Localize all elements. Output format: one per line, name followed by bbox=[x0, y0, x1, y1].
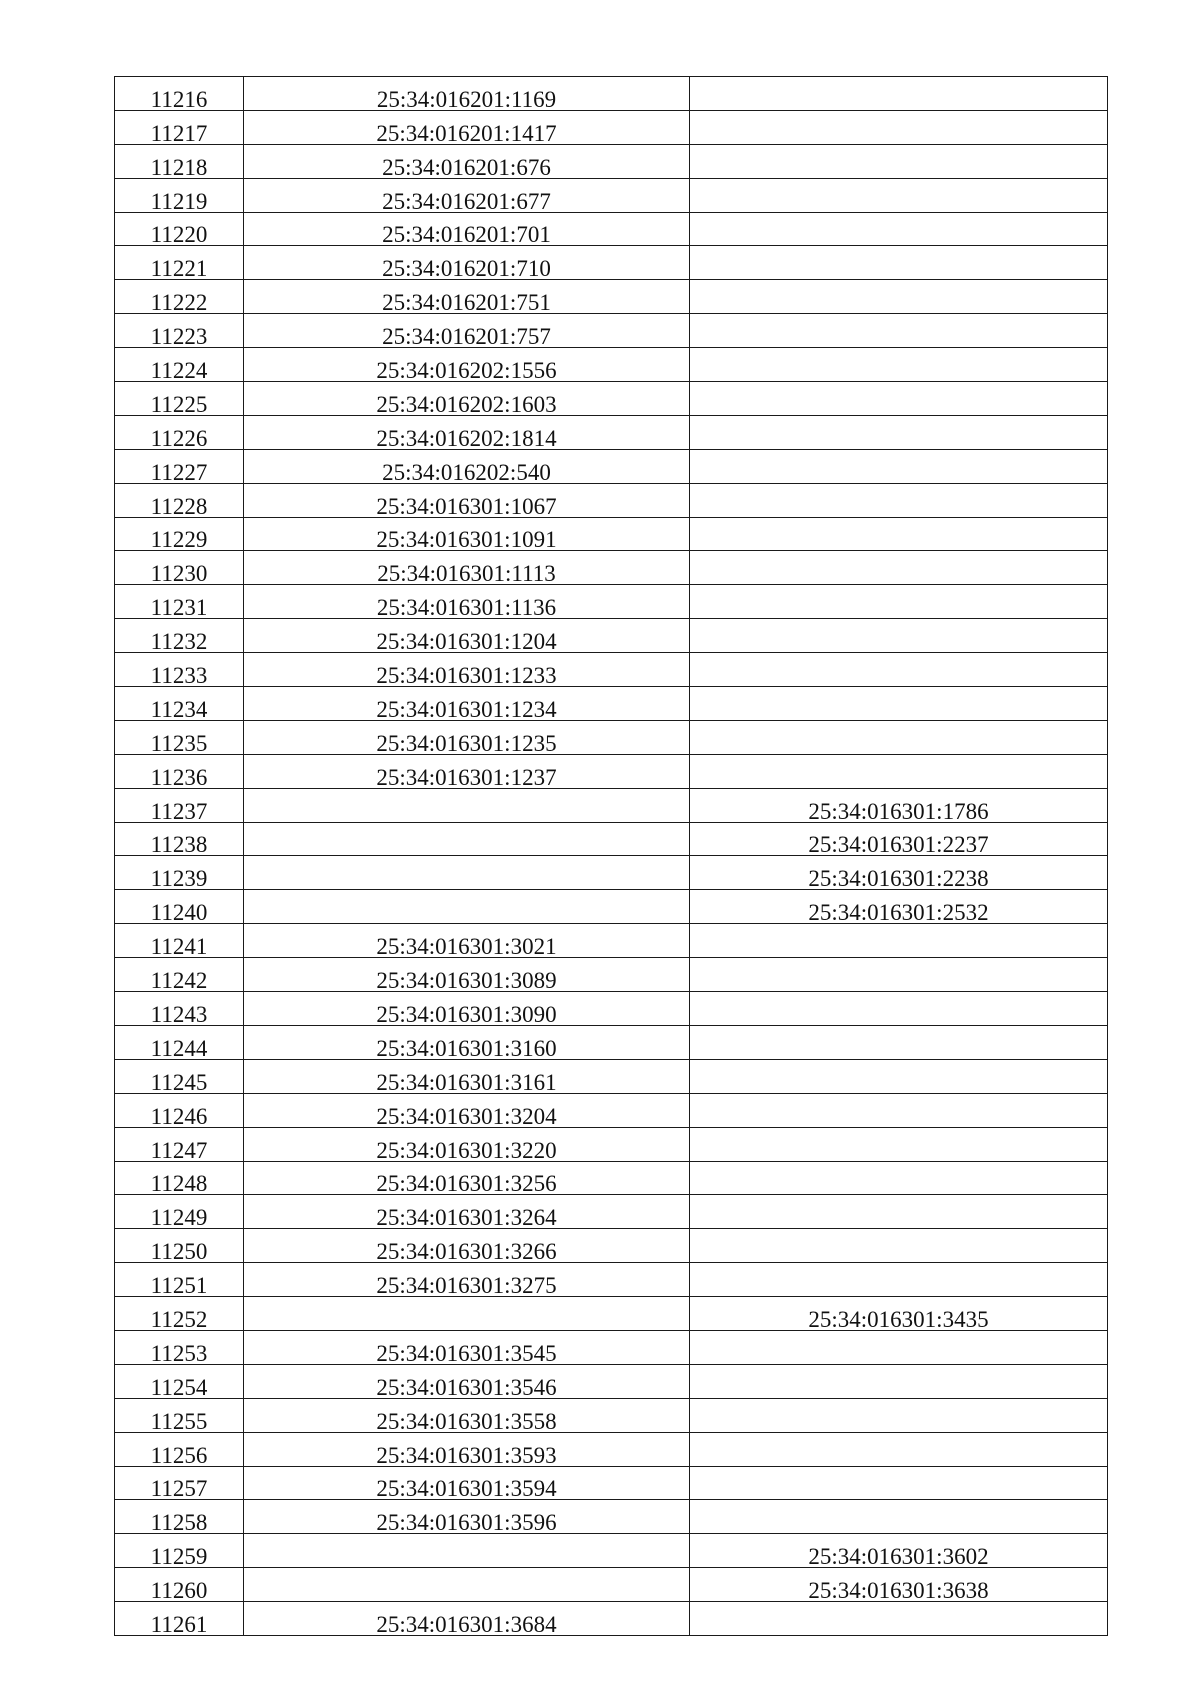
table-row bbox=[115, 415, 1108, 449]
table-row bbox=[115, 822, 1108, 856]
row-number-cell bbox=[115, 212, 244, 246]
secondary-cadastral-cell bbox=[690, 1093, 1108, 1127]
secondary-cadastral-cell bbox=[690, 1602, 1108, 1636]
table-row bbox=[115, 212, 1108, 246]
row-number-cell-text: 11261 bbox=[150, 1611, 208, 1636]
secondary-cadastral-cell bbox=[690, 483, 1108, 517]
row-number-cell bbox=[115, 246, 244, 280]
cadastral-number-cell-text: 25:34:016301:1235 bbox=[376, 730, 557, 755]
secondary-cadastral-cell bbox=[690, 958, 1108, 992]
cadastral-number-cell-text: 25:34:016301:1113 bbox=[377, 561, 556, 585]
cadastral-number-cell-text: 25:34:016301:3546 bbox=[376, 1374, 557, 1399]
row-number-cell-text: 11253 bbox=[150, 1340, 208, 1365]
secondary-cadastral-cell bbox=[690, 348, 1108, 382]
row-number-cell-text: 11229 bbox=[150, 527, 208, 551]
cadastral-number-cell bbox=[244, 856, 690, 890]
cadastral-number-cell bbox=[244, 992, 690, 1026]
row-number-cell-text: 11248 bbox=[150, 1171, 208, 1195]
cadastral-number-cell bbox=[244, 754, 690, 788]
table-row bbox=[115, 585, 1108, 619]
table-row bbox=[115, 1229, 1108, 1263]
table-row bbox=[115, 1093, 1108, 1127]
row-number-cell-text: 11260 bbox=[150, 1578, 208, 1602]
cadastral-number-cell-text: 25:34:016301:3160 bbox=[376, 1035, 557, 1060]
table-body bbox=[115, 77, 1108, 1636]
cadastral-table bbox=[114, 76, 1108, 1636]
row-number-cell bbox=[115, 415, 244, 449]
row-number-cell-text: 11224 bbox=[150, 358, 208, 382]
cadastral-number-cell bbox=[244, 110, 690, 144]
row-number-cell-text: 11231 bbox=[150, 595, 208, 619]
row-number-cell-text: 11255 bbox=[150, 1408, 208, 1433]
table-row bbox=[115, 1602, 1108, 1636]
cadastral-number-cell-text: 25:34:016301:3161 bbox=[376, 1069, 557, 1094]
row-number-cell-text: 11238 bbox=[150, 832, 208, 856]
row-number-cell-text: 11234 bbox=[150, 696, 208, 721]
row-number-cell-text: 11222 bbox=[150, 290, 208, 314]
secondary-cadastral-cell bbox=[690, 754, 1108, 788]
row-number-cell bbox=[115, 110, 244, 144]
cadastral-number-cell bbox=[244, 1398, 690, 1432]
cadastral-number-cell bbox=[244, 585, 690, 619]
table-row bbox=[115, 1364, 1108, 1398]
secondary-cadastral-cell bbox=[690, 687, 1108, 721]
table-row bbox=[115, 246, 1108, 280]
cadastral-number-cell bbox=[244, 1195, 690, 1229]
row-number-cell bbox=[115, 1195, 244, 1229]
table-row bbox=[115, 314, 1108, 348]
cadastral-number-cell bbox=[244, 483, 690, 517]
cadastral-number-cell-text: 25:34:016301:3596 bbox=[376, 1510, 557, 1534]
table-row bbox=[115, 992, 1108, 1026]
cadastral-number-cell bbox=[244, 1500, 690, 1534]
table-row bbox=[115, 1500, 1108, 1534]
row-number-cell bbox=[115, 348, 244, 382]
cadastral-number-cell-text: 25:34:016301:3021 bbox=[376, 934, 557, 958]
secondary-cadastral-cell-text: 25:34:016301:2532 bbox=[808, 900, 989, 924]
secondary-cadastral-cell-text: 25:34:016301:3638 bbox=[808, 1578, 989, 1602]
secondary-cadastral-cell bbox=[690, 1297, 1108, 1331]
cadastral-number-cell-text: 25:34:016301:3264 bbox=[376, 1205, 557, 1229]
row-number-cell-text: 11228 bbox=[150, 493, 208, 518]
cadastral-number-cell bbox=[244, 1568, 690, 1602]
cadastral-number-cell bbox=[244, 924, 690, 958]
table-row bbox=[115, 178, 1108, 212]
table-row bbox=[115, 1330, 1108, 1364]
table-row bbox=[115, 1195, 1108, 1229]
row-number-cell bbox=[115, 1297, 244, 1331]
row-number-cell bbox=[115, 924, 244, 958]
row-number-cell-text: 11226 bbox=[150, 425, 208, 450]
table-row bbox=[115, 280, 1108, 314]
secondary-cadastral-cell bbox=[690, 110, 1108, 144]
secondary-cadastral-cell bbox=[690, 585, 1108, 619]
secondary-cadastral-cell bbox=[690, 788, 1108, 822]
row-number-cell-text: 11258 bbox=[150, 1510, 208, 1534]
secondary-cadastral-cell bbox=[690, 1025, 1108, 1059]
table-row bbox=[115, 382, 1108, 416]
cadastral-number-cell-text: 25:34:016301:1136 bbox=[376, 595, 557, 619]
cadastral-number-cell-text: 25:34:016301:3594 bbox=[376, 1476, 557, 1500]
table-row bbox=[115, 754, 1108, 788]
row-number-cell-text: 11251 bbox=[150, 1273, 208, 1297]
row-number-cell bbox=[115, 619, 244, 653]
cadastral-number-cell bbox=[244, 653, 690, 687]
secondary-cadastral-cell bbox=[690, 1127, 1108, 1161]
cadastral-number-cell bbox=[244, 1093, 690, 1127]
row-number-cell-text: 11259 bbox=[150, 1544, 208, 1568]
cadastral-number-cell bbox=[244, 1297, 690, 1331]
row-number-cell bbox=[115, 1602, 244, 1636]
secondary-cadastral-cell bbox=[690, 212, 1108, 246]
secondary-cadastral-cell bbox=[690, 77, 1108, 111]
secondary-cadastral-cell bbox=[690, 1364, 1108, 1398]
row-number-cell bbox=[115, 77, 244, 111]
secondary-cadastral-cell bbox=[690, 1195, 1108, 1229]
secondary-cadastral-cell bbox=[690, 1466, 1108, 1500]
secondary-cadastral-cell bbox=[690, 517, 1108, 551]
secondary-cadastral-cell bbox=[690, 1568, 1108, 1602]
row-number-cell bbox=[115, 1059, 244, 1093]
row-number-cell bbox=[115, 992, 244, 1026]
row-number-cell bbox=[115, 720, 244, 754]
table-row bbox=[115, 1568, 1108, 1602]
row-number-cell-text: 11233 bbox=[150, 663, 208, 687]
table-row bbox=[115, 1127, 1108, 1161]
row-number-cell-text: 11217 bbox=[150, 120, 208, 145]
table-row bbox=[115, 551, 1108, 585]
cadastral-number-cell bbox=[244, 517, 690, 551]
row-number-cell bbox=[115, 1161, 244, 1195]
cadastral-number-cell bbox=[244, 788, 690, 822]
row-number-cell-text: 11245 bbox=[150, 1069, 208, 1094]
row-number-cell-text: 11249 bbox=[150, 1205, 208, 1229]
table-row bbox=[115, 1297, 1108, 1331]
row-number-cell-text: 11250 bbox=[150, 1239, 208, 1263]
cadastral-number-cell-text: 25:34:016301:1234 bbox=[376, 696, 557, 721]
secondary-cadastral-cell bbox=[690, 1534, 1108, 1568]
row-number-cell-text: 11240 bbox=[150, 900, 208, 924]
secondary-cadastral-cell-text: 25:34:016301:2237 bbox=[808, 832, 989, 856]
row-number-cell bbox=[115, 585, 244, 619]
cadastral-number-cell-text: 25:34:016301:1237 bbox=[376, 764, 557, 789]
row-number-cell bbox=[115, 551, 244, 585]
secondary-cadastral-cell bbox=[690, 890, 1108, 924]
cadastral-number-cell bbox=[244, 958, 690, 992]
cadastral-number-cell bbox=[244, 348, 690, 382]
row-number-cell bbox=[115, 788, 244, 822]
row-number-cell bbox=[115, 1093, 244, 1127]
secondary-cadastral-cell bbox=[690, 856, 1108, 890]
row-number-cell-text: 11236 bbox=[150, 764, 208, 789]
cadastral-number-cell bbox=[244, 1432, 690, 1466]
table-row bbox=[115, 1432, 1108, 1466]
row-number-cell bbox=[115, 958, 244, 992]
table-row bbox=[115, 483, 1108, 517]
cadastral-number-cell bbox=[244, 144, 690, 178]
row-number-cell-text: 11257 bbox=[150, 1476, 208, 1500]
cadastral-number-cell-text: 25:34:016201:701 bbox=[382, 222, 551, 246]
cadastral-number-cell bbox=[244, 77, 690, 111]
cadastral-number-cell-text: 25:34:016301:3090 bbox=[376, 1001, 557, 1026]
row-number-cell bbox=[115, 653, 244, 687]
row-number-cell bbox=[115, 687, 244, 721]
secondary-cadastral-cell bbox=[690, 1161, 1108, 1195]
row-number-cell-text: 11242 bbox=[150, 968, 208, 992]
cadastral-number-cell bbox=[244, 246, 690, 280]
secondary-cadastral-cell bbox=[690, 1432, 1108, 1466]
cadastral-number-cell-text: 25:34:016301:1233 bbox=[376, 663, 557, 687]
secondary-cadastral-cell bbox=[690, 1330, 1108, 1364]
cadastral-number-cell bbox=[244, 415, 690, 449]
row-number-cell bbox=[115, 1466, 244, 1500]
secondary-cadastral-cell-text: 25:34:016301:3435 bbox=[808, 1306, 989, 1331]
cadastral-number-cell-text: 25:34:016201:677 bbox=[382, 188, 551, 213]
cadastral-number-cell-text: 25:34:016301:1067 bbox=[376, 493, 557, 518]
secondary-cadastral-cell bbox=[690, 280, 1108, 314]
document-page bbox=[114, 76, 1108, 1636]
cadastral-number-cell-text: 25:34:016202:540 bbox=[382, 459, 551, 484]
secondary-cadastral-cell bbox=[690, 653, 1108, 687]
cadastral-number-cell bbox=[244, 687, 690, 721]
row-number-cell bbox=[115, 1229, 244, 1263]
row-number-cell bbox=[115, 822, 244, 856]
cadastral-number-cell bbox=[244, 1025, 690, 1059]
row-number-cell bbox=[115, 1263, 244, 1297]
table-row bbox=[115, 348, 1108, 382]
table-row bbox=[115, 687, 1108, 721]
row-number-cell bbox=[115, 1127, 244, 1161]
cadastral-number-cell bbox=[244, 1229, 690, 1263]
cadastral-number-cell-text: 25:34:016301:3220 bbox=[376, 1137, 557, 1161]
cadastral-number-cell-text: 25:34:016201:676 bbox=[382, 154, 551, 179]
cadastral-number-cell bbox=[244, 280, 690, 314]
cadastral-number-cell-text: 25:34:016202:1814 bbox=[376, 425, 557, 450]
cadastral-number-cell-text: 25:34:016201:751 bbox=[382, 290, 551, 314]
cadastral-number-cell bbox=[244, 551, 690, 585]
cadastral-number-cell-text: 25:34:016301:3593 bbox=[376, 1442, 557, 1467]
cadastral-number-cell bbox=[244, 1534, 690, 1568]
row-number-cell-text: 11227 bbox=[150, 459, 208, 484]
table-row bbox=[115, 720, 1108, 754]
cadastral-number-cell bbox=[244, 1059, 690, 1093]
row-number-cell bbox=[115, 1432, 244, 1466]
secondary-cadastral-cell-text: 25:34:016301:2238 bbox=[808, 866, 989, 890]
row-number-cell bbox=[115, 1534, 244, 1568]
table-row bbox=[115, 1059, 1108, 1093]
secondary-cadastral-cell bbox=[690, 1263, 1108, 1297]
cadastral-number-cell bbox=[244, 890, 690, 924]
cadastral-number-cell bbox=[244, 314, 690, 348]
row-number-cell bbox=[115, 178, 244, 212]
cadastral-number-cell bbox=[244, 382, 690, 416]
cadastral-number-cell-text: 25:34:016301:3684 bbox=[376, 1611, 557, 1636]
cadastral-number-cell bbox=[244, 1330, 690, 1364]
cadastral-number-cell bbox=[244, 1364, 690, 1398]
row-number-cell bbox=[115, 856, 244, 890]
row-number-cell bbox=[115, 1500, 244, 1534]
row-number-cell-text: 11223 bbox=[150, 324, 208, 348]
row-number-cell bbox=[115, 517, 244, 551]
row-number-cell bbox=[115, 449, 244, 483]
row-number-cell bbox=[115, 1398, 244, 1432]
cadastral-number-cell bbox=[244, 1466, 690, 1500]
row-number-cell-text: 11216 bbox=[150, 86, 208, 111]
cadastral-number-cell-text: 25:34:016301:3089 bbox=[376, 968, 557, 992]
row-number-cell-text: 11256 bbox=[150, 1442, 208, 1467]
cadastral-number-cell-text: 25:34:016301:3266 bbox=[376, 1239, 557, 1263]
secondary-cadastral-cell bbox=[690, 449, 1108, 483]
cadastral-number-cell bbox=[244, 822, 690, 856]
secondary-cadastral-cell bbox=[690, 992, 1108, 1026]
row-number-cell-text: 11220 bbox=[150, 222, 208, 246]
table-row bbox=[115, 1025, 1108, 1059]
table-row bbox=[115, 144, 1108, 178]
cadastral-number-cell-text: 25:34:016301:3204 bbox=[376, 1103, 557, 1128]
cadastral-number-cell bbox=[244, 1602, 690, 1636]
secondary-cadastral-cell bbox=[690, 1059, 1108, 1093]
row-number-cell-text: 11219 bbox=[150, 188, 208, 213]
cadastral-number-cell-text: 25:34:016301:1204 bbox=[376, 629, 557, 653]
row-number-cell bbox=[115, 382, 244, 416]
table-row bbox=[115, 1161, 1108, 1195]
table-row bbox=[115, 1398, 1108, 1432]
cadastral-number-cell bbox=[244, 1127, 690, 1161]
cadastral-number-cell-text: 25:34:016201:1417 bbox=[376, 120, 557, 145]
secondary-cadastral-cell bbox=[690, 1398, 1108, 1432]
cadastral-number-cell-text: 25:34:016301:3275 bbox=[376, 1273, 557, 1297]
row-number-cell-text: 11247 bbox=[150, 1137, 208, 1161]
cadastral-number-cell-text: 25:34:016301:3558 bbox=[376, 1408, 557, 1433]
table-row bbox=[115, 619, 1108, 653]
row-number-cell-text: 11241 bbox=[150, 934, 208, 958]
table-row bbox=[115, 449, 1108, 483]
cadastral-number-cell-text: 25:34:016301:3545 bbox=[376, 1340, 557, 1365]
cadastral-number-cell bbox=[244, 212, 690, 246]
cadastral-number-cell-text: 25:34:016202:1603 bbox=[376, 391, 557, 416]
row-number-cell bbox=[115, 314, 244, 348]
row-number-cell bbox=[115, 144, 244, 178]
table-row bbox=[115, 958, 1108, 992]
cadastral-number-cell-text: 25:34:016301:1091 bbox=[376, 527, 557, 551]
row-number-cell-text: 11239 bbox=[150, 866, 208, 890]
table-row bbox=[115, 788, 1108, 822]
table-row bbox=[115, 1534, 1108, 1568]
table-row bbox=[115, 890, 1108, 924]
secondary-cadastral-cell-text: 25:34:016301:1786 bbox=[808, 798, 989, 823]
secondary-cadastral-cell bbox=[690, 720, 1108, 754]
row-number-cell bbox=[115, 890, 244, 924]
table-row bbox=[115, 110, 1108, 144]
table-row bbox=[115, 924, 1108, 958]
row-number-cell-text: 11252 bbox=[150, 1306, 208, 1331]
secondary-cadastral-cell bbox=[690, 178, 1108, 212]
row-number-cell-text: 11237 bbox=[150, 798, 208, 823]
secondary-cadastral-cell bbox=[690, 314, 1108, 348]
secondary-cadastral-cell-text: 25:34:016301:3602 bbox=[808, 1544, 989, 1568]
row-number-cell-text: 11254 bbox=[150, 1374, 208, 1399]
cadastral-number-cell bbox=[244, 178, 690, 212]
row-number-cell bbox=[115, 1330, 244, 1364]
row-number-cell-text: 11225 bbox=[150, 391, 208, 416]
secondary-cadastral-cell bbox=[690, 822, 1108, 856]
secondary-cadastral-cell bbox=[690, 924, 1108, 958]
table-row bbox=[115, 77, 1108, 111]
secondary-cadastral-cell bbox=[690, 551, 1108, 585]
secondary-cadastral-cell bbox=[690, 1500, 1108, 1534]
secondary-cadastral-cell bbox=[690, 619, 1108, 653]
secondary-cadastral-cell bbox=[690, 382, 1108, 416]
secondary-cadastral-cell bbox=[690, 415, 1108, 449]
row-number-cell bbox=[115, 1025, 244, 1059]
table-row bbox=[115, 1466, 1108, 1500]
row-number-cell bbox=[115, 280, 244, 314]
secondary-cadastral-cell bbox=[690, 246, 1108, 280]
row-number-cell bbox=[115, 483, 244, 517]
secondary-cadastral-cell bbox=[690, 1229, 1108, 1263]
row-number-cell-text: 11230 bbox=[150, 561, 208, 585]
cadastral-number-cell bbox=[244, 449, 690, 483]
cadastral-number-cell bbox=[244, 1263, 690, 1297]
table-row bbox=[115, 653, 1108, 687]
cadastral-number-cell bbox=[244, 1161, 690, 1195]
cadastral-number-cell bbox=[244, 720, 690, 754]
table-row bbox=[115, 1263, 1108, 1297]
row-number-cell-text: 11243 bbox=[150, 1001, 208, 1026]
cadastral-number-cell-text: 25:34:016201:710 bbox=[382, 256, 551, 280]
cadastral-number-cell-text: 25:34:016202:1556 bbox=[376, 358, 557, 382]
table-row bbox=[115, 517, 1108, 551]
row-number-cell bbox=[115, 1364, 244, 1398]
row-number-cell-text: 11221 bbox=[150, 256, 208, 280]
row-number-cell-text: 11218 bbox=[150, 154, 208, 179]
cadastral-number-cell-text: 25:34:016301:3256 bbox=[376, 1171, 557, 1195]
cadastral-number-cell-text: 25:34:016201:757 bbox=[382, 324, 551, 348]
row-number-cell bbox=[115, 754, 244, 788]
row-number-cell-text: 11244 bbox=[150, 1035, 208, 1060]
row-number-cell bbox=[115, 1568, 244, 1602]
secondary-cadastral-cell bbox=[690, 144, 1108, 178]
cadastral-number-cell bbox=[244, 619, 690, 653]
row-number-cell-text: 11235 bbox=[150, 730, 208, 755]
cadastral-number-cell-text: 25:34:016201:1169 bbox=[376, 86, 557, 111]
row-number-cell-text: 11232 bbox=[150, 629, 208, 653]
table-row bbox=[115, 856, 1108, 890]
row-number-cell-text: 11246 bbox=[150, 1103, 208, 1128]
